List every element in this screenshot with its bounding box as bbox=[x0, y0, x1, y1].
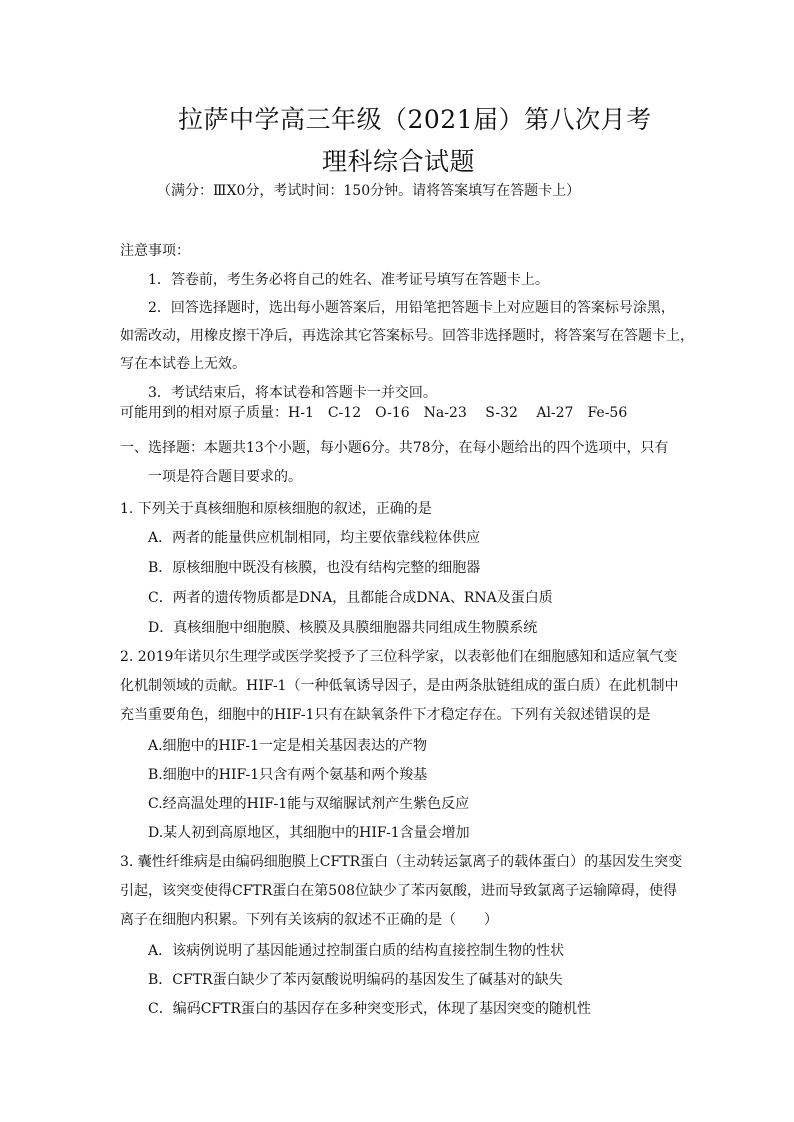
section-heading-line-1: 一、选择题：本题共13个小题，每小题6分。共78分，在每小题给出的四个选项中，只有 bbox=[120, 440, 669, 456]
q2-option-c: C.经高温处理的HIF-1能与双缩脲试剂产生紫色反应 bbox=[148, 796, 470, 812]
q1-option-b: B．原核细胞中既没有核膜，也没有结构完整的细胞器 bbox=[148, 560, 481, 576]
q2-option-a: A.细胞中的HIF-1一定是相关基因表达的产物 bbox=[148, 738, 428, 754]
q3-option-b: B．CFTR蛋白缺少了苯丙氨酸说明编码的基因发生了碱基对的缺失 bbox=[148, 972, 563, 988]
q1-option-d: D．真核细胞中细胞膜、核膜及具膜细胞器共同组成生物膜系统 bbox=[148, 620, 538, 636]
q3-stem-line-3: 离子在细胞内积累。下列有关该病的叙述不正确的是（ ） bbox=[120, 912, 498, 928]
page-subtitle: 理科综合试题 bbox=[322, 147, 476, 176]
notice-heading: 注意事项： bbox=[120, 243, 190, 259]
notice-item-2-line-3: 写在本试卷上无效。 bbox=[120, 356, 246, 372]
page-title: 拉萨中学高三年级（2021届）第八次月考 bbox=[178, 105, 652, 134]
q3-option-a: A．该病例说明了基因能通过控制蛋白质的结构直接控制生物的性状 bbox=[148, 943, 565, 959]
q2-stem-line-2: 化机制领域的贡献。HIF-1（一种低氧诱导因子，是由两条肽链组成的蛋白质）在此机制中 bbox=[120, 678, 679, 694]
q2-stem-line-1: 2. 2019年诺贝尔生理学或医学奖授予了三位科学家，以表彰他们在细胞感知和适应氧气变 bbox=[120, 649, 678, 665]
exam-info-note: （满分：ⅢⅩ0分，考试时间：150分钟。请将答案填写在答题卡上） bbox=[157, 183, 581, 199]
q2-option-d: D.某人初到高原地区，其细胞中的HIF-1含量会增加 bbox=[148, 825, 470, 841]
section-heading-line-2: 一项是符合题目要求的。 bbox=[148, 469, 302, 485]
q2-stem-line-3: 充当重要角色，细胞中的HIF-1只有在缺氧条件下才稳定存在。下列有关叙述错误的是 bbox=[120, 707, 651, 723]
q2-option-b: B.细胞中的HIF-1只含有两个氨基和两个羧基 bbox=[148, 767, 428, 783]
q3-stem-line-1: 3. 囊性纤维病是由编码细胞膜上CFTR蛋白（主动转运氯离子的载体蛋白）的基因发生突变 bbox=[120, 854, 683, 870]
atomic-masses-line: 可能用到的相对原子质量：H-1 C-12 O-16 Na-23 S-32 Al-27 Fe-56 bbox=[120, 405, 628, 421]
q1-option-c: C．两者的遗传物质都是DNA，且都能合成DNA、RNA及蛋白质 bbox=[148, 590, 553, 606]
notice-item-2-line-2: 如需改动，用橡皮擦干净后，再选涂其它答案标号。回答非选择题时，将答案写在答题卡上， bbox=[120, 328, 694, 344]
q3-option-c: C．编码CFTR蛋白的基因存在多种突变形式，体现了基因突变的随机性 bbox=[148, 1001, 592, 1017]
notice-item-3: 3．考试结束后，将本试卷和答题卡一并交回。 bbox=[148, 385, 437, 401]
notice-item-1: 1．答卷前，考生务必将自己的姓名、准考证号填写在答题卡上。 bbox=[148, 272, 549, 288]
notice-item-2-line-1: 2．回答选择题时，选出每小题答案后，用铅笔把答题卡上对应题目的答案标号涂黑， bbox=[148, 300, 675, 316]
q3-stem-line-2: 引起，该突变使得CFTR蛋白在第508位缺少了苯丙氨酸，进而导致氯离子运输障碍，使得 bbox=[120, 883, 678, 899]
q1-stem: 1. 下列关于真核细胞和原核细胞的叙述，正确的是 bbox=[120, 501, 432, 517]
q1-option-a: A．两者的能量供应机制相同，均主要依靠线粒体供应 bbox=[148, 530, 481, 546]
